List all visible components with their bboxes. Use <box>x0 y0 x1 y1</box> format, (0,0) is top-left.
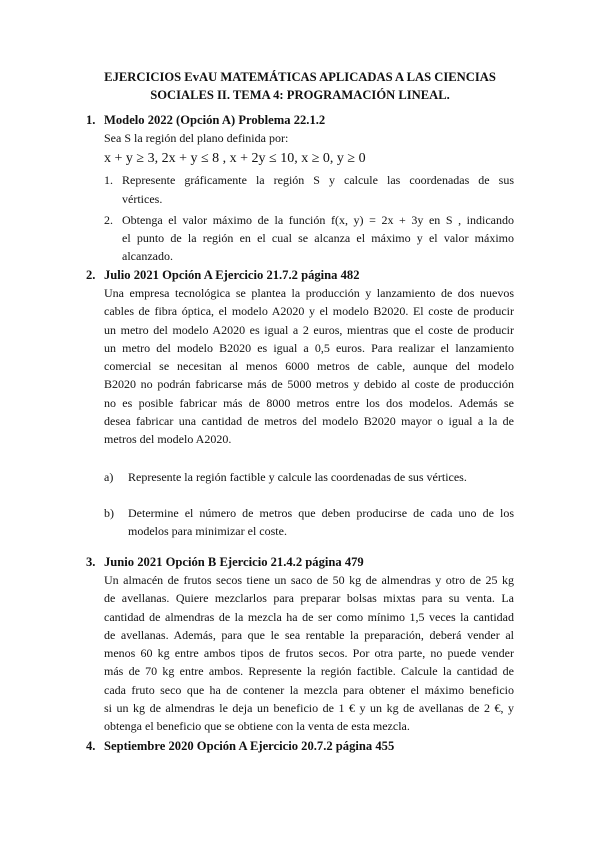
item-text-line: vértices. <box>122 191 163 206</box>
paragraph-line: cada fruto seco que ha de contener la mezcla para obtener el máximo beneficio <box>104 682 514 697</box>
exercise-2-item-b <box>104 504 514 541</box>
exercise-2-paragraph <box>104 284 514 449</box>
title-line-1: EJERCICIOS EvAU MATEMÁTICAS APLICADAS A LAS CIENCIAS <box>104 70 496 84</box>
paragraph-line: B2020 no podrán fabricarse más de 5000 metros y debido al coste de producción <box>104 377 514 392</box>
exercise-1-title: Modelo 2022 (Opción A) Problema 22.1.2 <box>104 113 326 127</box>
exercise-1-number: 1. <box>86 113 96 127</box>
exercise-1-heading <box>86 111 514 129</box>
exercise-3-heading <box>86 553 514 571</box>
exercise-2-title: Julio 2021 Opción A Ejercicio 21.7.2 página 482 <box>104 268 360 282</box>
exercise-4-title: Septiembre 2020 Opción A Ejercicio 20.7.2 página 455 <box>104 739 395 753</box>
paragraph-line: de avellanas. Además, para que le sea rentable la preparación, deberá vender al <box>104 627 514 642</box>
item-text-line: Represente la región factible y calcule las coordenadas de sus vértices. <box>128 469 467 484</box>
paragraph-line: un metro del modelo B2020 es igual a 0,5 euros. Para realizar el lanzamiento <box>104 340 514 355</box>
paragraph-line: obtenga el beneficio que se obtiene con la venta de esta mezcla. <box>104 719 410 734</box>
exercise-2 <box>86 266 514 541</box>
paragraph-line: Un almacén de frutos secos tiene un saco de 50 kg de almendras y otro de 25 kg <box>104 573 514 587</box>
exercise-3-number: 3. <box>86 555 96 569</box>
item-label: 1. <box>104 173 113 188</box>
item-text-line: Obtenga el valor máximo de la función f(x, y) = 2x + 3y en S , indicando <box>122 212 514 227</box>
item-label: a) <box>104 469 114 484</box>
paragraph-line: si un kg de almendras le deja un beneficio de 1 € y un kg de avellanas de 2 €, y <box>104 701 514 716</box>
exercise-2-item-a <box>104 468 514 486</box>
paragraph-line: menos 60 kg entre ambos tipos de frutos secos. Por otra parte, no puede vender <box>104 646 514 661</box>
paragraph-line: un metro del modelo A2020 es igual a 2 euros, mientras que el coste de producir <box>104 322 514 337</box>
exercise-1-constraints: x + y ≥ 3, 2x + y ≤ 8 , x + 2y ≤ 10, x ≥ 0, y ≥ 0 <box>104 151 366 167</box>
exercise-2-number: 2. <box>86 268 96 282</box>
exercise-1 <box>86 111 514 266</box>
exercise-3-paragraph <box>104 571 514 736</box>
exercise-4-heading <box>86 737 514 755</box>
item-text-line: Represente gráficamente la región S y calcule las coordenadas de sus <box>122 173 514 188</box>
exercise-4-number: 4. <box>86 739 96 753</box>
item-text-line: alcanzado. <box>122 249 173 264</box>
paragraph-line: no es posible fabricar más de 8000 metros entre los dos modelos. Además se <box>104 395 514 410</box>
exercise-3-title: Junio 2021 Opción B Ejercicio 21.4.2 página 479 <box>104 555 364 569</box>
paragraph-line: desea fabricar una cantidad de metros del modelo B2020 mayor o igual a la de <box>104 414 514 429</box>
item-label: b) <box>104 505 114 520</box>
document-title <box>80 68 520 104</box>
title-line-2: SOCIALES II. TEMA 4: PROGRAMACIÓN LINEAL. <box>150 88 450 102</box>
exercise-1-item-1 <box>104 171 514 208</box>
exercise-4 <box>86 737 514 755</box>
item-text-line: Determine el número de metros que deben producirse de cada uno de los <box>128 505 514 520</box>
paragraph-line: de avellanas. Quiere mezclarlos para preparar bolsas mixtas para su venta. La <box>104 591 514 606</box>
exercise-1-item-2 <box>104 211 514 266</box>
item-label: 2. <box>104 212 113 227</box>
paragraph-line: más de 70 kg entre ambos. Represente la región factible. Calcule la cantidad de <box>104 664 514 679</box>
paragraph-line: metros del modelo A2020. <box>104 432 232 447</box>
item-text-line: modelos para minimizar el coste. <box>128 524 287 539</box>
paragraph-line: Una empresa tecnológica se plantea la producción y lanzamiento de dos nuevos <box>104 286 514 300</box>
item-text-line: el punto de la región en el cual se alcanza el máximo y el valor máximo <box>122 231 514 246</box>
paragraph-line: cables de fibra óptica, el modelo A2020 y el modelo B2020. El coste de producir <box>104 304 514 319</box>
paragraph-line: comercial se necesitan al menos 6000 metros de cable, aunque del modelo <box>104 359 514 374</box>
paragraph-line: cantidad de almendras de la mezcla ha de ser como mínimo 1,5 veces la cantidad <box>104 609 514 624</box>
exercise-1-intro: Sea S la región del plano definida por: <box>104 131 289 145</box>
exercise-3 <box>86 553 514 736</box>
exercise-2-heading <box>86 266 514 284</box>
